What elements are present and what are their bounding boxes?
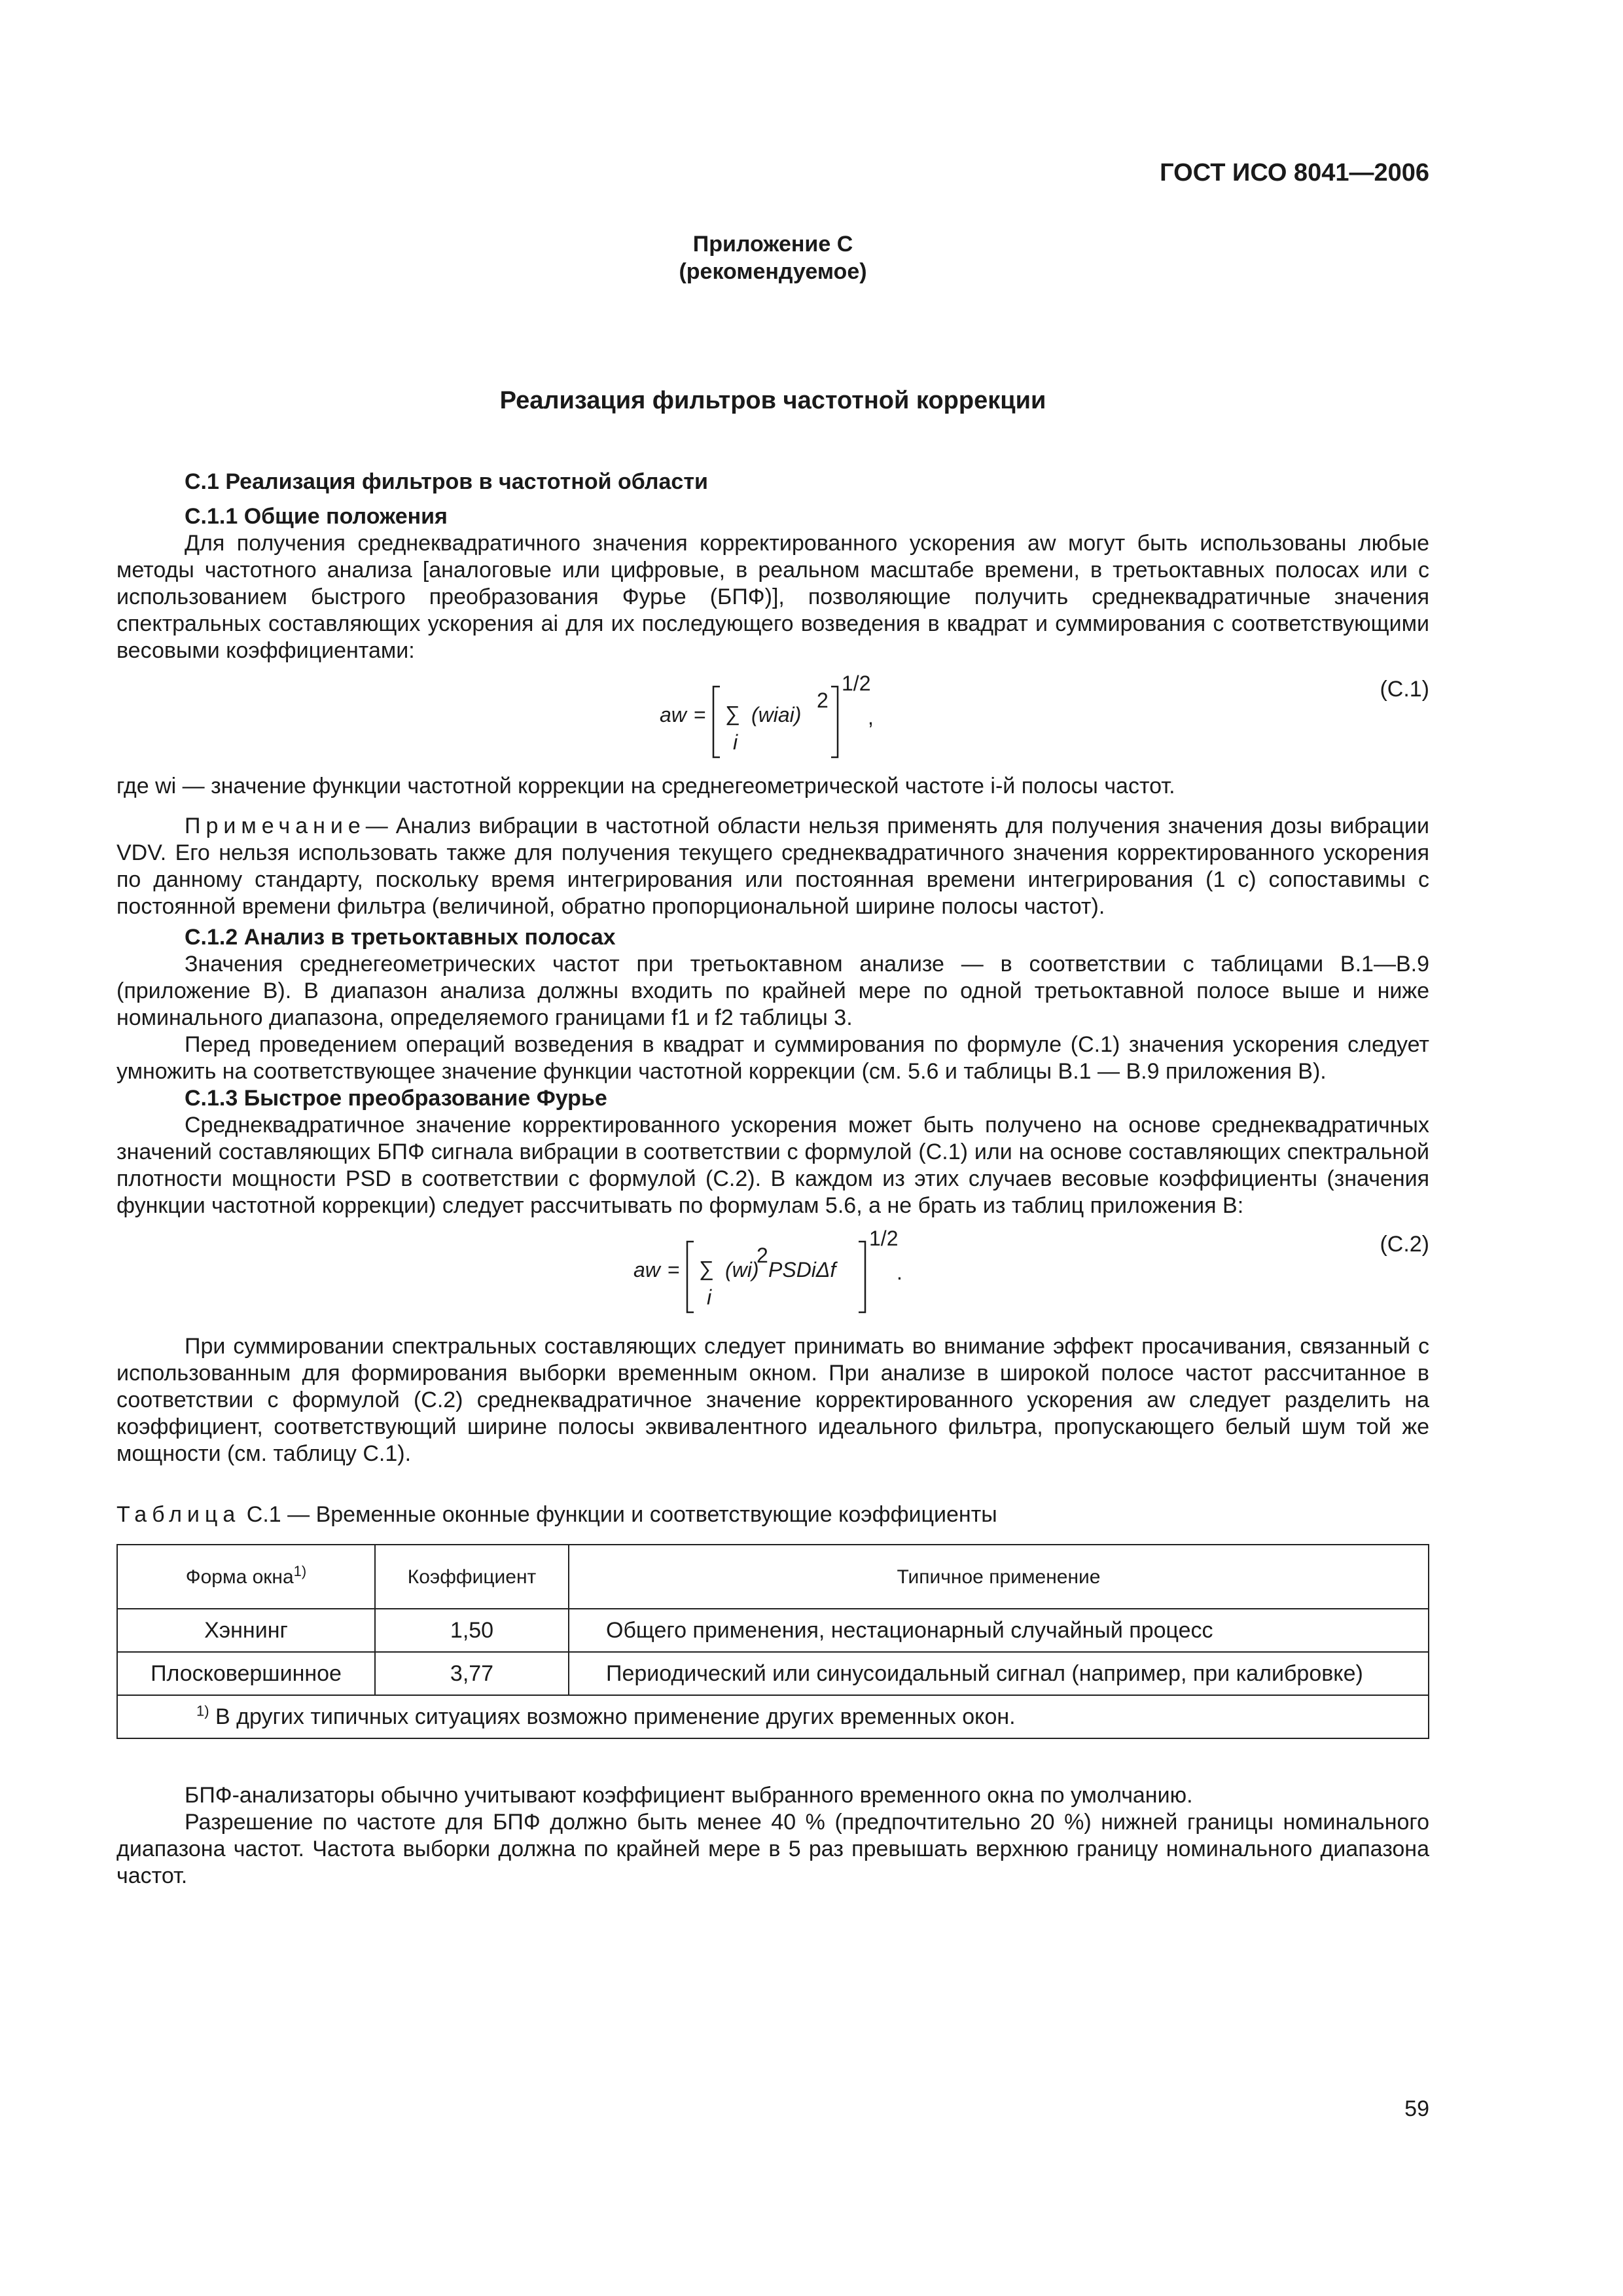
formula-c1-eq: = (694, 703, 706, 726)
formula-c2-number: (С.2) (1380, 1232, 1429, 1257)
cell-application: Общего применения, нестационарный случайный процесс (569, 1609, 1429, 1652)
footnote-mark: 1) (196, 1702, 209, 1719)
formula-c2-left-bracket (687, 1242, 694, 1312)
formula-c2-sum-index: i (707, 1285, 712, 1309)
formula-c2 (116, 1227, 1429, 1323)
section-heading-c1: С.1 Реализация фильтров в частотной области (185, 469, 708, 494)
cell-application: Периодический или синусоидальный сигнал (например, при калибровке) (569, 1652, 1429, 1695)
cell-coefficient: 3,77 (375, 1652, 569, 1695)
header-window-shape: Форма окна$^{1)}$ (117, 1545, 375, 1609)
standard-number: ГОСТ ИСО 8041—2006 (1160, 159, 1429, 187)
paragraph-resolution: Разрешение по частоте для БПФ должно быть менее 40 % (предпочтительно 20 %) нижней границы номинального диапазона частот. Частота выборки должна по крайней мере в 5 раз превышать верхнюю границу номинального диапазона частот. (116, 1810, 1429, 1888)
page-number: 59 (1404, 2096, 1429, 2121)
annex-status: (рекомендуемое) (679, 259, 867, 284)
formula-c1-number: (С.1) (1380, 677, 1429, 702)
section-heading-c11: С.1.1 Общие положения (185, 504, 448, 529)
formula-c2-term: (wi) (725, 1258, 759, 1282)
formula-c2-outer-power: 1/2 (869, 1227, 899, 1250)
formula-c1-trail: , (868, 706, 874, 729)
table-caption (116, 1501, 1429, 1528)
header-coefficient: Коэффициент (375, 1545, 569, 1609)
annex-title: Приложение С (692, 232, 853, 257)
formula-c1-term: (wiai) (751, 703, 802, 726)
section-heading-c13: С.1.3 Быстрое преобразование Фурье (185, 1086, 607, 1111)
paragraph-fft: Среднеквадратичное значение корректированного ускорения может быть получено на основе среднеквадратичных значений составляющих БПФ сигнала вибрации в соответствии с формулой (С.1) или на основе составляющих спектральной плотности мощности PSD в соответствии с формулой (С.2). В каждом из этих случаев весовые коэффициенты (значения функции частотной коррекции) следует рассчитывать по формулам 5.6, а не брать из таблиц приложения В: (116, 1113, 1429, 1218)
paragraph-weighting: Перед проведением операций возведения в квадрат и суммирования по формуле (С.1) значения ускорения следует умножить на соответствующее значение функции частотной коррекции (см. 5.6 и таблицы В.1 — В.9 приложения В). (116, 1032, 1429, 1084)
section-c1-body (116, 469, 1429, 1890)
note (116, 813, 1429, 920)
formula-c2-right-bracket (859, 1242, 865, 1312)
table-row (117, 1652, 1429, 1695)
table-row (117, 1609, 1429, 1652)
table-footnote-row (117, 1695, 1429, 1738)
section-heading-c12: С.1.2 Анализ в третьоктавных полосах (185, 925, 616, 950)
formula-c2-sum-sign: ∑ (699, 1257, 714, 1280)
formula-c2-tail: PSDiΔf (768, 1258, 836, 1282)
formula-c1-sum-index: i (733, 730, 738, 754)
paragraph-leakage: При суммировании спектральных составляющих следует принимать во внимание эффект просачивания, связанный с использованным для формирования выборки временным окном. При анализе в широкой полосе частот рассчитанное в соответствии с формулой (С.2) среднеквадратичное значение корректированного ускорения aw следует разделить на коэффициент, соответствующий ширине полосы эквивалентного идеального фильтра, пропускающего белый шум той же мощности (см. таблицу С.1). (116, 1334, 1429, 1466)
cell-coefficient: 1,50 (375, 1609, 569, 1652)
paragraph-general: Для получения среднеквадратичного значения корректированного ускорения aw могут быть использованы любые методы частотного анализа [аналоговые или цифровые, в реальном масштабе времени, в третьоктавных полосах или с использованием быстрого преобразования Фурье (БПФ)], позволяющие получить среднеквадратичные значения спектральных составляющих ускорения ai для их последующего возведения в квадрат и суммирования с соответствующими весовыми коэффициентами: (116, 531, 1429, 663)
formula-c1-left-bracket (713, 687, 720, 757)
footnote-text: В других типичных ситуациях возможно применение других временных окон. (215, 1704, 1016, 1729)
paragraph-where: где wi — значение функции частотной коррекции на среднегеометрической частоте i-й полосы частот. (116, 774, 1175, 798)
table-caption-text: С.1 — Временные оконные функции и соответствующие коэффициенты (246, 1502, 997, 1527)
formula-c1 (116, 672, 1429, 766)
formula-c2-expression (633, 1227, 1000, 1323)
table-footnote (117, 1695, 1429, 1738)
formula-c2-inner-power: 2 (757, 1244, 768, 1267)
table-caption-label: Таблица (116, 1502, 241, 1527)
header-footnote-mark: 1) (293, 1562, 307, 1579)
page-title: Реализация фильтров частотной коррекции (499, 387, 1046, 414)
note-label: Примечание (185, 814, 366, 838)
formula-c1-sum-sign: ∑ (725, 702, 740, 725)
formula-c1-outer-power: 1/2 (842, 672, 871, 695)
cell-window: Хэннинг (117, 1609, 375, 1652)
paragraph-third-octave: Значения среднегеометрических частот при третьоктавном анализе — в соответствии с таблицами В.1—В.9 (приложение В). В диапазон анализа должны входить по крайней мере по одной третьоктавной полосе выше и ниже номинального диапазона, определяемого границами f1 и f2 таблицы 3. (116, 952, 1429, 1030)
formula-c2-lhs: aw (633, 1258, 660, 1282)
formula-c1-lhs: aw (660, 703, 687, 726)
cell-window: Плосковершинное (117, 1652, 375, 1695)
header-application: Типичное применение (569, 1545, 1429, 1609)
note-text: — Анализ вибрации в частотной области нельзя применять для получения значения дозы вибрации VDV. Его нельзя использовать также для получения текущего среднеквадратичного значения корректированного ускорения по данному стандарту, поскольку время интегрирования или постоянная времени интегрирования (1 с) сопоставимы с постоянной времени фильтра (величиной, обратно пропорциональной ширине полосы частот). (116, 814, 1429, 919)
window-functions-table (116, 1544, 1429, 1739)
paragraph-fft-analyzers: БПФ-анализаторы обычно учитывают коэффициент выбранного временного окна по умолчанию. (185, 1783, 1193, 1808)
table-header-row (117, 1545, 1429, 1609)
formula-c1-expression (660, 672, 1000, 768)
formula-c2-trail: . (897, 1261, 902, 1284)
document-page (116, 0, 1429, 2296)
annex-heading (116, 230, 1429, 285)
formula-c1-inner-power: 2 (817, 689, 829, 712)
formula-c2-eq: = (668, 1258, 680, 1282)
formula-c1-right-bracket (831, 687, 838, 757)
